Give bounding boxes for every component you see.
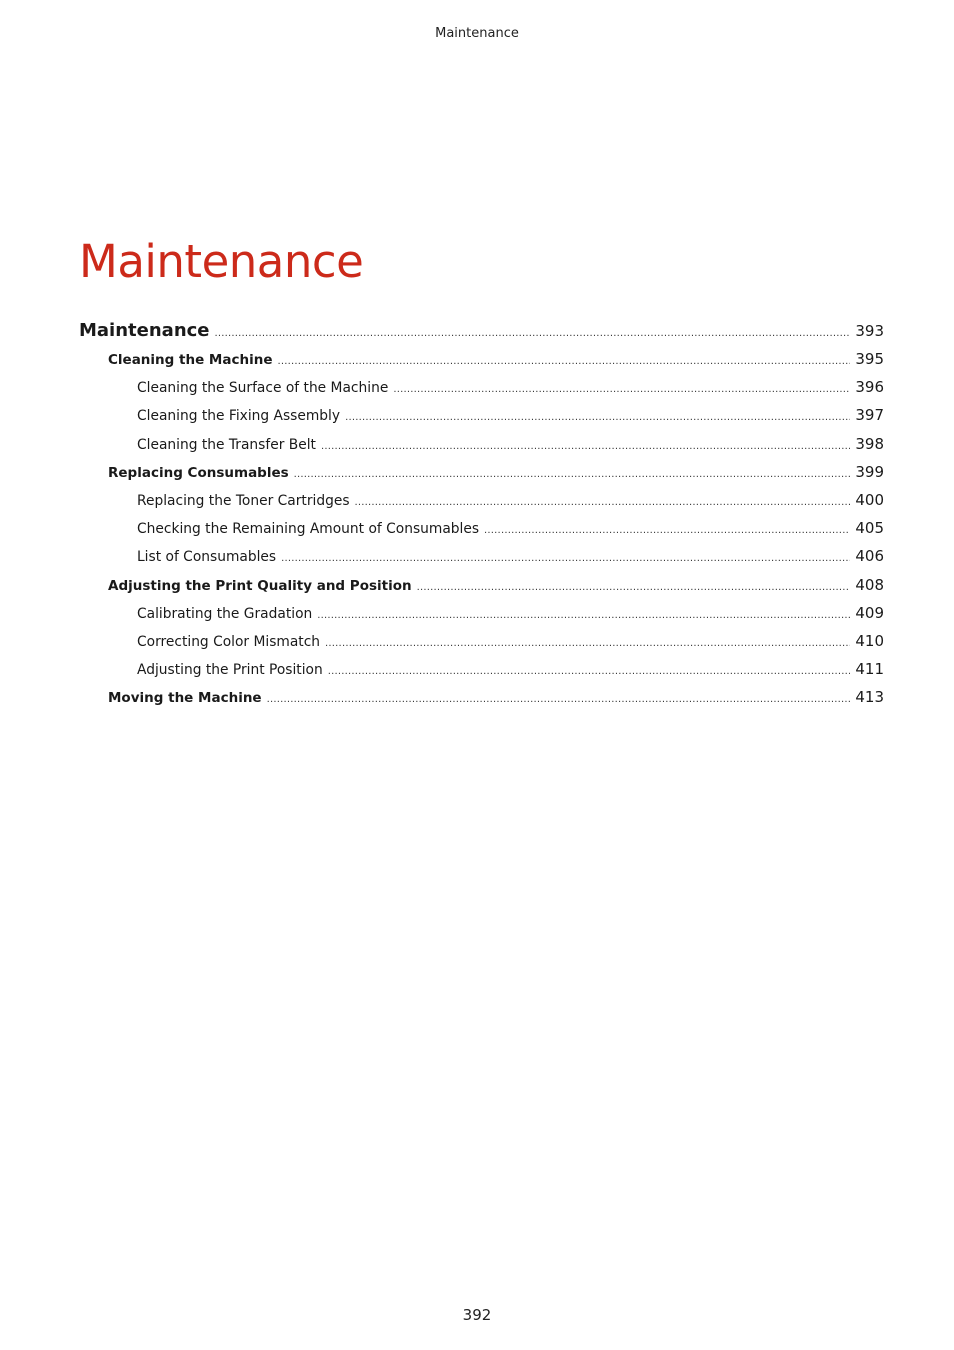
- toc-page-number: 406: [855, 547, 884, 566]
- toc-entry-replacing-consumables[interactable]: [79, 463, 884, 491]
- toc-entry-text: Adjusting the Print Position: [137, 662, 323, 679]
- toc-entry-replacing-toner-cartridges[interactable]: [79, 491, 884, 519]
- toc-entry-cleaning-surface[interactable]: [79, 378, 884, 406]
- toc-page-number: 409: [855, 603, 884, 622]
- toc-entry-adjusting-print-quality[interactable]: [79, 576, 884, 604]
- toc-entry-text: Adjusting the Print Quality and Position: [108, 577, 412, 594]
- toc-page-number: 395: [855, 350, 884, 368]
- toc-entry-list-of-consumables[interactable]: [79, 547, 884, 575]
- dot-leader: [294, 469, 851, 480]
- toc-page-number: 405: [855, 519, 884, 538]
- toc-page-number: 397: [855, 406, 884, 425]
- toc-page-number: 411: [855, 660, 884, 679]
- toc-page-number: 400: [855, 490, 884, 509]
- toc-entry-calibrating-gradation[interactable]: [79, 604, 884, 632]
- dot-leader: [267, 694, 851, 705]
- toc-entry-text: Checking the Remaining Amount of Consumables: [137, 521, 480, 538]
- toc-page-number: 396: [855, 378, 884, 397]
- dot-leader: [215, 328, 851, 339]
- dot-leader: [355, 497, 851, 508]
- toc-page-number: 393: [855, 322, 884, 340]
- toc-entry-text: List of Consumables: [137, 549, 277, 566]
- dot-leader: [325, 638, 850, 649]
- dot-leader: [328, 666, 851, 677]
- dot-leader: [321, 441, 850, 452]
- dot-leader: [345, 412, 850, 423]
- toc-entry-checking-remaining-amount[interactable]: [79, 519, 884, 547]
- toc-page-number: 413: [855, 688, 884, 707]
- dot-leader: [417, 582, 851, 593]
- toc-page-number: 399: [855, 462, 884, 481]
- running-header: Maintenance: [435, 26, 519, 41]
- toc-entry-moving-the-machine[interactable]: [79, 688, 884, 716]
- dot-leader: [317, 610, 850, 621]
- toc-entry-text: Calibrating the Gradation: [137, 605, 313, 622]
- toc-entry-text: Cleaning the Fixing Assembly: [137, 408, 341, 425]
- page-number: 392: [462, 1306, 492, 1324]
- dot-leader: [281, 553, 850, 564]
- dot-leader: [278, 356, 851, 367]
- dot-leader: [484, 525, 850, 536]
- toc-page-number: 408: [855, 575, 884, 594]
- toc-entry-adjusting-print-position[interactable]: [79, 660, 884, 688]
- table-of-contents: [79, 320, 884, 716]
- toc-entry-text: Moving the Machine: [108, 690, 262, 707]
- toc-entry-text: Replacing Consumables: [108, 464, 289, 481]
- toc-entry-correcting-color-mismatch[interactable]: [79, 632, 884, 660]
- dot-leader: [393, 384, 850, 395]
- toc-entry-cleaning-the-machine[interactable]: [79, 350, 884, 378]
- chapter-title: Maintenance: [79, 235, 364, 288]
- toc-entry-text: Cleaning the Machine: [108, 352, 273, 368]
- toc-entry-text: Replacing the Toner Cartridges: [137, 492, 350, 509]
- toc-entry-maintenance[interactable]: [79, 320, 884, 350]
- toc-entry-text: Maintenance: [79, 320, 210, 341]
- toc-entry-cleaning-transfer-belt[interactable]: [79, 435, 884, 463]
- toc-entry-text: Correcting Color Mismatch: [137, 633, 321, 650]
- toc-entry-text: Cleaning the Surface of the Machine: [137, 380, 389, 397]
- toc-entry-cleaning-fixing-assembly[interactable]: [79, 406, 884, 434]
- toc-entry-text: Cleaning the Transfer Belt: [137, 436, 316, 453]
- toc-page-number: 398: [855, 434, 884, 453]
- toc-page-number: 410: [855, 631, 884, 650]
